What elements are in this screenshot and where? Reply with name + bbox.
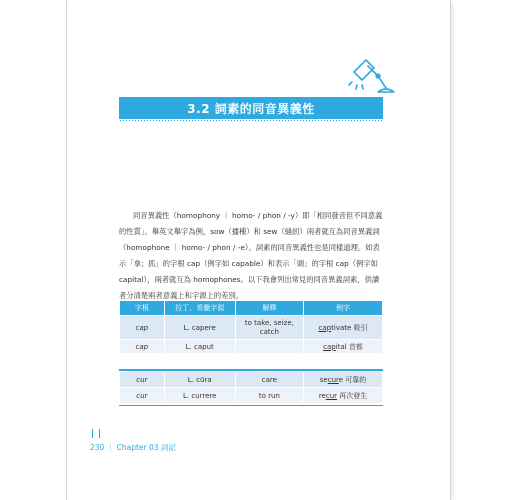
homophone-table-cap xyxy=(119,300,383,354)
meaning-cell: care xyxy=(235,372,303,388)
paragraph-text: 同音異義性（homophony ｜ homo- / phon / -y）即「相同發音但不同意義的性質」。舉英文舉字為例，sow（播種）和 sew（縫紉）兩者就互為同音異義詞（homophone ｜ homo- / phon / -e）。詞素的同音異義性也是同樣道理。如表示「拿；抓」的字根 cap（例字如 capable）和表示「頭」的字根 cap（例字如 capital），兩者就互為 homophones。以下我會列出常見的同音異義詞素，供讀者分清楚兩者意義上和字源上的差別。 xyxy=(119,211,383,300)
table-row xyxy=(120,372,383,388)
origin-cell: L. cūra xyxy=(164,372,235,388)
example-root-part: cap xyxy=(323,342,336,351)
header-meaning: 解釋 xyxy=(235,301,303,316)
example-prefix: se xyxy=(319,375,328,384)
table-header-row xyxy=(120,301,383,316)
origin-cell: L. currere xyxy=(164,388,235,404)
example-cell xyxy=(304,372,383,388)
body-paragraph xyxy=(119,208,383,304)
header-root: 字根 xyxy=(120,301,165,316)
example-gloss: 再次發生 xyxy=(339,391,368,400)
example-cell xyxy=(304,340,383,354)
meaning-cell: to run xyxy=(235,388,303,404)
example-root-part: cur xyxy=(327,375,339,384)
root-cell: cap xyxy=(120,340,165,354)
header-origin: 拉丁、希臘字源 xyxy=(164,301,235,316)
meaning-cell: to take, seize, catch xyxy=(235,316,303,340)
example-gloss: 吸引 xyxy=(353,323,368,332)
section-title: 3.2 詞素的同音異義性 xyxy=(119,97,383,119)
table-row xyxy=(120,316,383,340)
example-rest: tivate xyxy=(331,323,352,332)
desk-lamp-icon xyxy=(348,52,404,98)
header-example: 例字 xyxy=(304,301,383,316)
page-footer xyxy=(90,442,176,453)
origin-cell: L. caput xyxy=(164,340,235,354)
example-cell xyxy=(304,388,383,404)
page-number: 230 xyxy=(90,443,105,452)
example-gloss: 可靠的 xyxy=(345,375,367,384)
table-row xyxy=(120,340,383,354)
origin-cell: L. capere xyxy=(164,316,235,340)
example-rest: ital xyxy=(335,342,347,351)
root-cell: cur xyxy=(120,372,165,388)
example-root-part: cur xyxy=(325,391,338,400)
example-rest: e xyxy=(338,375,344,384)
footer-divider: ｜ xyxy=(106,443,115,452)
meaning-cell xyxy=(235,340,303,354)
table-bottom-rule xyxy=(119,405,383,406)
example-root-part: cap xyxy=(318,323,332,332)
example-prefix: re xyxy=(318,391,326,400)
folio-marker xyxy=(92,429,100,438)
table-row xyxy=(120,388,383,404)
root-cell: cur xyxy=(120,388,165,404)
title-dotted-rule xyxy=(119,119,383,122)
root-cell: cap xyxy=(120,316,165,340)
example-gloss: 首都 xyxy=(348,342,363,351)
example-cell xyxy=(304,316,383,340)
homophone-table-cur xyxy=(119,371,383,404)
chapter-label: Chapter 03 詞記 xyxy=(116,443,176,452)
